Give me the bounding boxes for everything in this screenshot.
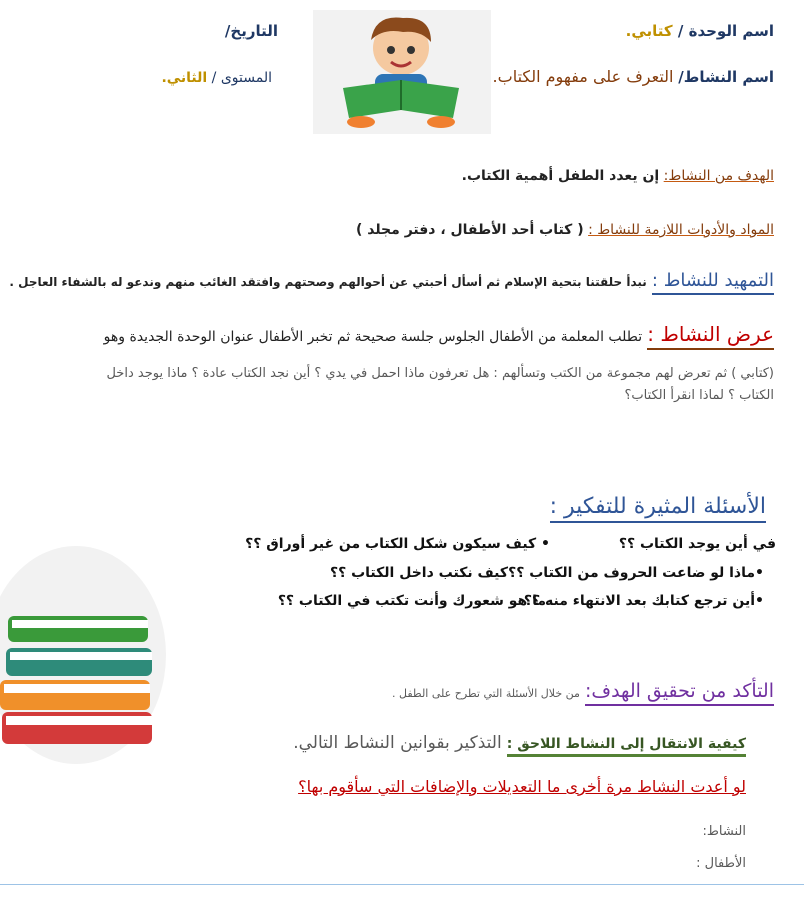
reflection-question: لو أعدت النشاط مرة أخرى ما التعديلات والإضافات التي سأقوم بها؟ — [298, 777, 746, 796]
boy-reading-illustration — [313, 10, 491, 134]
question-2: • كيف سيكون شكل الكتاب من غير أوراق ؟؟ — [245, 536, 550, 552]
question-4: كيف نكتب داخل الكتاب ؟؟ — [329, 565, 508, 581]
transition-line — [293, 733, 746, 753]
boy-reading-icon — [313, 10, 491, 134]
intro-label: التمهيد للنشاط : — [652, 270, 774, 295]
presentation-label: عرض النشاط : — [647, 322, 774, 350]
goal-value: إن يعدد الطفل أهمية الكتاب. — [461, 168, 660, 184]
materials-label: المواد والأدوات اللازمة للنشاط : — [588, 222, 774, 238]
materials-value: ( كتاب أحد الأطفال ، دفتر مجلد ) — [355, 222, 584, 238]
unit-line — [626, 22, 774, 40]
question-5: •أين ترجع كتابك بعد الانتهاء منه ؟؟ — [523, 593, 764, 609]
presentation-line1 — [104, 322, 774, 346]
activity-line — [493, 67, 774, 86]
verify-label: التأكد من تحقيق الهدف: — [585, 680, 774, 706]
transition-value: التذكير بقوانين النشاط التالي. — [293, 733, 502, 753]
materials-line — [356, 222, 774, 238]
level-line — [161, 70, 272, 86]
presentation-text-1: تطلب المعلمة من الأطفال الجلوس جلسة صحيحة ثم تخبر الأطفال عنوان الوحدة الجديدة وهو — [103, 329, 643, 345]
level-value: الثاني. — [161, 70, 208, 86]
level-label: المستوى / — [211, 70, 272, 86]
unit-label: اسم الوحدة / — [677, 22, 774, 40]
date-label: التاريخ/ — [224, 22, 278, 40]
reflection-activity-label: النشاط: — [702, 824, 746, 839]
book-stack-icon — [0, 546, 166, 764]
verify-line — [392, 680, 774, 702]
goal-line — [462, 168, 774, 184]
page-bottom-divider — [0, 884, 804, 885]
intro-line — [9, 270, 774, 291]
question-3: •ماذا لو ضاعت الحروف من الكتاب ؟؟ — [508, 565, 764, 581]
questions-heading: الأسئلة المثيرة للتفكير : — [550, 494, 766, 523]
presentation-text-3: الكتاب ؟ لماذا انقرأ الكتاب؟ — [624, 388, 774, 403]
intro-value: نبدأ حلقتنا بتحية الإسلام ثم أسأل أحبتي عن أحوالهم وصحتهم وافتقد الغائب منهم وندعو له بالشفاء العاجل . — [9, 275, 647, 289]
reflection-children-label: الأطفال : — [696, 856, 746, 871]
goal-label: الهدف من النشاط: — [663, 168, 774, 184]
transition-label: كيفية الانتقال إلى النشاط اللاحق : — [507, 736, 746, 757]
activity-value: التعرف على مفهوم الكتاب. — [492, 67, 674, 86]
activity-label: اسم النشاط/ — [678, 68, 774, 86]
verify-value: من خلال الأسئلة التي تطرح على الطفل . — [392, 687, 580, 700]
question-6: ما هو شعورك وأنت تكتب في الكتاب ؟؟ — [277, 593, 546, 609]
unit-value: كتابي. — [625, 22, 673, 40]
question-1: في أين يوجد الكتاب ؟؟ — [618, 536, 776, 552]
book-stack-illustration — [0, 546, 166, 764]
presentation-text-2: (كتابي ) ثم تعرض لهم مجموعة من الكتب وتسألهم : هل تعرفون ماذا احمل في يدي ؟ أين نجد الكتاب عادة ؟ ماذا يوجد داخل — [106, 366, 774, 381]
